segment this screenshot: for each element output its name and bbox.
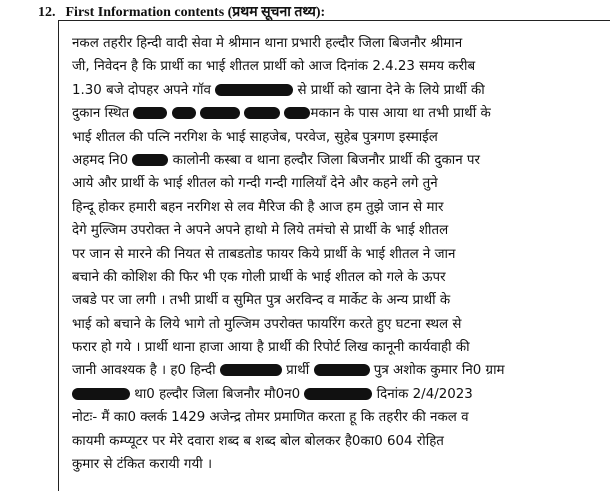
text-line bbox=[72, 172, 602, 195]
text-line bbox=[72, 126, 602, 149]
text-segment: हिन्दू होकर हमारी बहन नरगिश से लव मैरिज की है आज हम तुझे जान से मार bbox=[72, 199, 444, 215]
redaction-mark bbox=[133, 107, 167, 119]
text-line bbox=[72, 406, 602, 429]
text-segment: मकान के पास आया था तभी प्रार्थी के bbox=[310, 106, 491, 122]
redaction-mark bbox=[284, 107, 310, 119]
text-line bbox=[72, 383, 602, 406]
redaction-mark bbox=[172, 107, 196, 119]
text-segment: पर जान से मारने की नियत से ताबडतोड फायर किये प्रार्थी के भाई शीतल ने जान bbox=[72, 246, 456, 262]
text-line bbox=[72, 243, 602, 266]
redaction-mark bbox=[220, 364, 282, 376]
text-line bbox=[72, 102, 602, 125]
redaction-mark bbox=[244, 107, 280, 119]
text-segment: देगे मुल्जिम उपरोक्त ने अपने अपने हाथो मे लिये तमंचो से प्रार्थी के भाई शीतल bbox=[72, 223, 449, 239]
section-heading bbox=[38, 2, 325, 21]
text-segment: नोटः- मैं का0 क्लर्क 1429 अजेन्द्र तोमर प्रमाणित करता हू कि तहरीर की नकल व bbox=[72, 410, 469, 426]
text-segment: दुकान स्थित bbox=[72, 106, 130, 122]
text-segment: जबडे पर जा लगी । तभी प्रार्थी व सुमित पुत्र अरविन्द व मार्केट के अन्य प्रार्थी के bbox=[72, 293, 451, 309]
text-segment: कुमार से टंकित करायी गयी । bbox=[72, 457, 213, 473]
text-segment: आये और प्रार्थी के भाई शीतल को गन्दी गन्दी गालियाँ देने और कहने लगे तुने bbox=[72, 176, 438, 192]
section-title: First Information contents (प्रथम सूचना तथ्य): bbox=[65, 5, 326, 20]
text-segment: भाई को बचाने के लिये भागे तो मुल्जिम उपरोक्त फायरिंग करते हुए घटना स्थल से bbox=[72, 316, 462, 332]
text-line bbox=[72, 79, 602, 102]
fir-contents-text bbox=[72, 32, 602, 476]
redaction-mark bbox=[132, 154, 168, 166]
redaction-mark bbox=[304, 388, 372, 400]
text-line bbox=[72, 359, 602, 382]
text-segment: था0 हल्दौर जिला बिजनौर मौ0न0 bbox=[134, 386, 301, 402]
text-segment: जी, निवेदन है कि प्रार्थी का भाई शीतल प्रार्थी को आज दिनांक 2.4.23 समय करीब bbox=[72, 59, 476, 75]
text-segment: दिनांक 2/4/2023 bbox=[376, 386, 473, 402]
text-segment: भाई शीतल की पत्नि नरगिश के भाई साहजेब, परवेज, सुहेब पुत्रगण इस्माईल bbox=[72, 129, 438, 145]
text-segment: अहमद नि0 bbox=[72, 152, 129, 168]
redaction-mark bbox=[314, 364, 370, 376]
text-segment: पुत्र अशोक कुमार नि0 ग्राम bbox=[373, 363, 505, 379]
text-segment: नकल तहरीर हिन्दी वादी सेवा मे श्रीमान थाना प्रभारी हल्दौर जिला बिजनौर श्रीमान bbox=[72, 36, 463, 51]
text-line bbox=[72, 196, 602, 219]
text-line bbox=[72, 219, 602, 242]
text-line bbox=[72, 430, 602, 453]
text-segment: कालोनी कस्बा व थाना हल्दौर जिला बिजनौर प्रार्थी की दुकान पर bbox=[172, 152, 480, 168]
text-line bbox=[72, 149, 602, 172]
text-line bbox=[72, 55, 602, 78]
text-segment: बचाने की कोशिश की फिर भी एक गोली प्रार्थी के भाई शीतल को गले के ऊपर bbox=[72, 269, 446, 285]
section-number: 12. bbox=[38, 5, 56, 20]
text-segment: प्रार्थी bbox=[286, 363, 310, 379]
text-segment: से प्रार्थी को खाना देने के लिये प्रार्थी की bbox=[297, 82, 485, 98]
text-segment: 1.30 बजे दोपहर अपने गॉव bbox=[72, 82, 211, 98]
text-line bbox=[72, 313, 602, 336]
redaction-mark bbox=[72, 388, 130, 400]
text-line bbox=[72, 453, 602, 476]
text-line bbox=[72, 266, 602, 289]
redaction-mark bbox=[200, 107, 240, 119]
text-line bbox=[72, 32, 602, 55]
text-line bbox=[72, 336, 602, 359]
text-line bbox=[72, 289, 602, 312]
text-segment: जानी आवश्यक है । ह0 हिन्दी bbox=[72, 363, 216, 379]
text-segment: कायमी कम्प्यूटर पर मेरे दवारा शब्द ब शब्द बोल बोलकर है0का0 604 रोहित bbox=[72, 433, 444, 449]
text-segment: फरार हो गये । प्रार्थी थाना हाजा आया है प्रार्थी की रिपोर्ट लिख कानूनी कार्यवाही की bbox=[72, 340, 470, 356]
redaction-mark bbox=[215, 84, 293, 96]
